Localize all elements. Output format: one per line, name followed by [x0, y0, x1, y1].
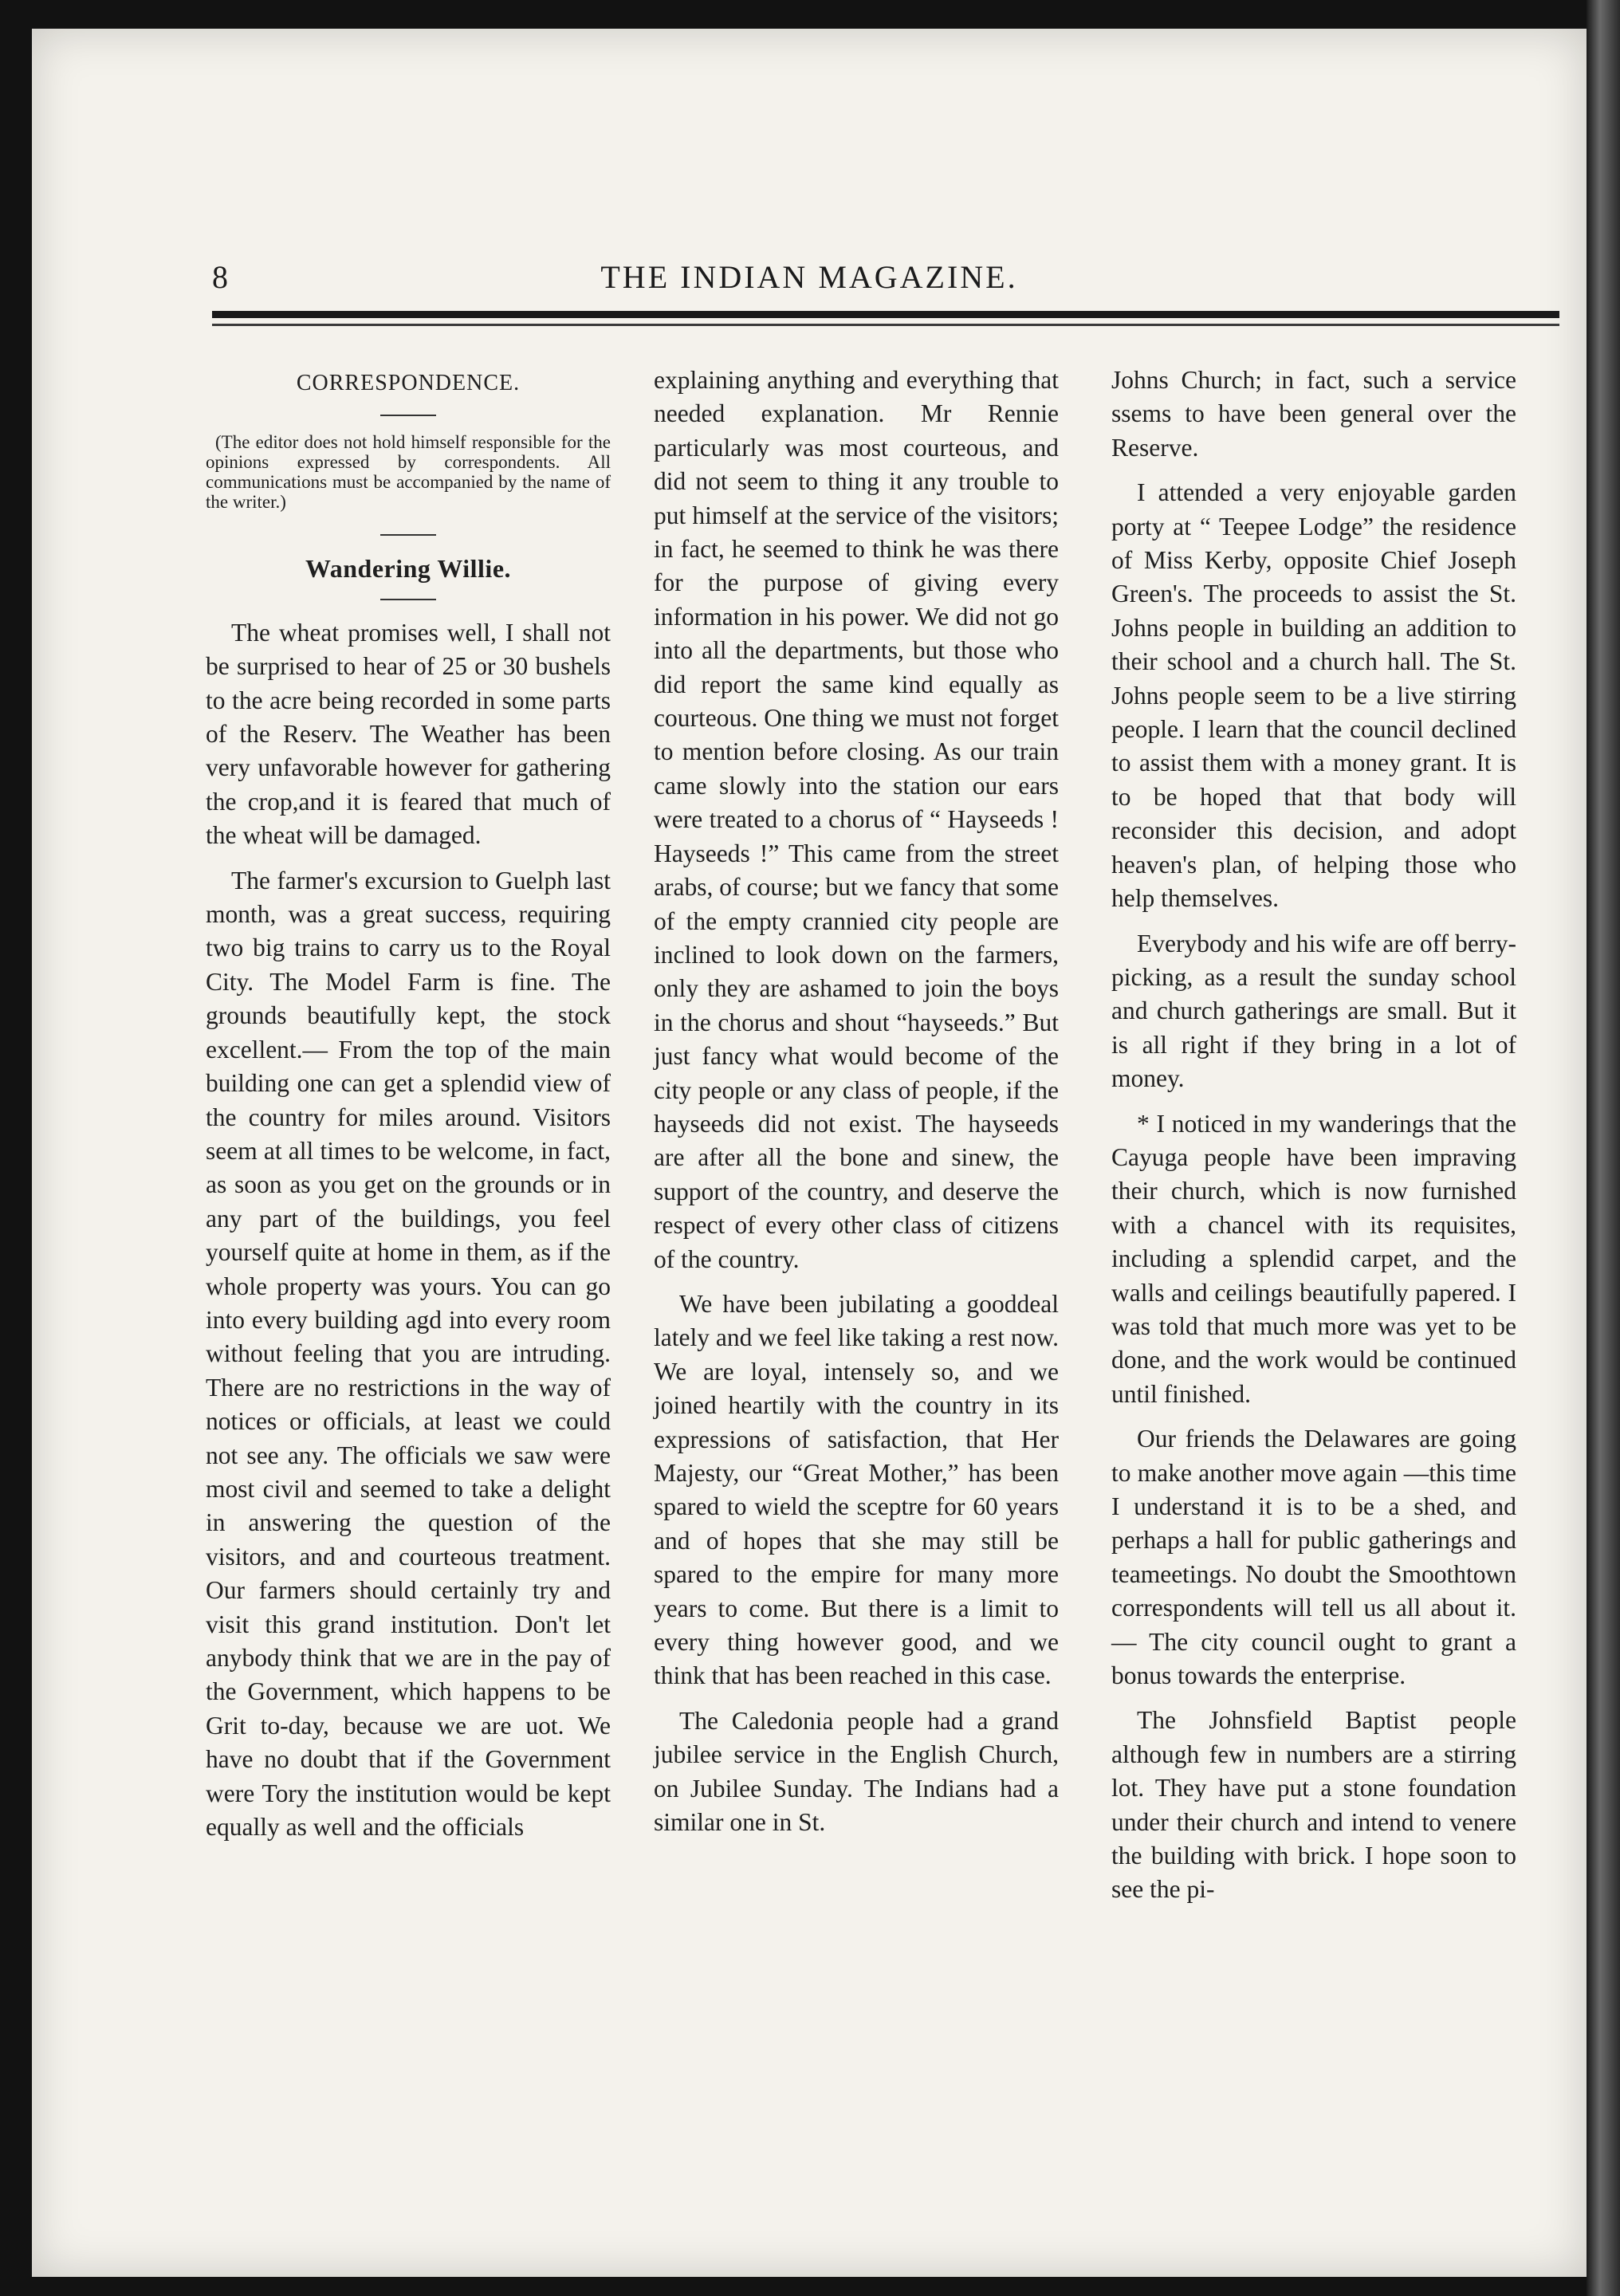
paragraph: The Caledonia people had a grand jubilee service in the English Church, on Jubilee Sunday. The Indians had a similar one in St. [654, 1706, 1059, 1837]
paragraph: I attended a very enjoyable garden porty at “ Teepee Lodge” the residence of Miss Kerby, opposite Chief Joseph Green's. The proceeds to assist the St. Johns people in building an addition to their school and a church hall. The St. Johns people seem to be a live stirring people. I learn that the council declined to assist them with a money grant. It is to be hoped that that body will reconsider this decision, and adopt heaven's plan, of helping those who help themselves. [1111, 478, 1516, 913]
header-rule-thin [212, 324, 1559, 326]
scan-edge [1587, 0, 1620, 2296]
paragraph: The farmer's excursion to Guelph last month, was a great success, requiring two big trains to carry us to the Royal City. The Model Farm is fine. The grounds beautifully kept, the stock excellent.— From the top of the main building one can get a splendid view of the country for miles around. Visitors seem at all times to be welcome, in fact, as soon as you get on the grounds or in any part of the buildings, you feel yourself quite at home in them, as if the whole property was yours. You can go into every building agd into every room without feeling that you are intruding. There are no restrictions in the way of notices or officials, at least we could not see any. The officials we saw were most civil and seemed to take a delight in answering the question of the visitors, and and courteous treatment. Our farmers should certainly try and visit this grand institution. Don't let anybody think that we are in the pay of the Government, which happens to be Grit to-day, because we are uot. We have no doubt that if the Government were Tory the institution would be kept equally as well and the officials [206, 866, 611, 1842]
column-1 [206, 364, 611, 1855]
column-2 [654, 364, 1059, 1850]
paragraph: Johns Church; in fact, such a service ssems to have been general over the Reserve. [1111, 366, 1516, 462]
paragraph: Our friends the Delawares are going to make another move again —this time I understand it is to be a shed, and perhaps a hall for public gatherings and teameetings. No doubt the Smoothtown correspondents will tell us all about it.— The city council ought to grant a bonus towards the enterprise. [1111, 1425, 1516, 1690]
paragraph: The Johnsfield Baptist people although few in numbers are a stirring lot. They have put a stone foundation under their church and intend to venere the building with brick. I hope soon to see the pi- [1111, 1706, 1516, 1904]
section-heading: CORRESPONDENCE. [296, 371, 521, 395]
divider [380, 599, 436, 600]
running-head-title: THE INDIAN MAGAZINE. [600, 259, 1018, 295]
page-number: 8 [212, 259, 228, 295]
paragraph: The wheat promises well, I shall not be surprised to hear of 25 or 30 bushels to the acre being recorded in some parts of the Reserv. The Weather has been very unfavorable however for gathering the crop,and it is feared that much of the wheat will be damaged. [206, 618, 611, 850]
paragraph: explaining anything and everything that needed explanation. Mr Rennie particularly was most courteous, and did not seem to thing it any trouble to put himself at the service of the visitors; in fact, he seemed to think he was there for the purpose of giving every information in his power. We did not go into all the departments, but those who did report the same kind equally as courteous. One thing we must not forget to mention before closing. As our train came slowly into the station our ears were treated to a chorus of “ Hayseeds ! Hayseeds !” This came from the street arabs, of course; but we fancy that some of the empty crannied city people are inclined to look down on the farmers, only they are ashamed to join the boys in the chorus and shout “hayseeds.” But just fancy what would become of the city people or any class of people, if the hayseeds did not exist. The hayseeds are after all the bone and sinew, the support of the country, and deserve the respect of every other class of citizens of the country. [654, 366, 1059, 1273]
article-title: Wandering Willie. [305, 554, 512, 584]
header-rule [212, 311, 1559, 318]
divider [380, 415, 436, 416]
editor-note: (The editor does not hold himself responsible for the opinions expressed by correspondents. All communications must be accompanied by the name of the writer.) [206, 432, 611, 513]
paragraph: We have been jubilating a gooddeal lately and we feel like taking a rest now. We are loyal, intensely so, and we joined heartily with the country in its expressions of satisfaction, that Her Majesty, our “Great Mother,” has been spared to wield the sceptre for 60 years and of hopes that she may still be spared to the empire for many more years to come. But there is a limit to every thing however good, and we think that has been reached in this case. [654, 1289, 1059, 1690]
column-3 [1111, 364, 1516, 1918]
paragraph: * I noticed in my wanderings that the Cayuga people have been impraving their church, which is now furnished with a chancel with its requisites, including a splendid carpet, and the walls and ceilings beautifully papered. I was told that much more was yet to be done, and the work would be continued until finished. [1111, 1109, 1516, 1408]
paragraph: Everybody and his wife are off berry-picking, as a result the sunday school and church gatherings are small. But it is all right if they bring in a lot of money. [1111, 929, 1516, 1093]
magazine-page [32, 29, 1587, 2277]
divider [380, 534, 436, 536]
